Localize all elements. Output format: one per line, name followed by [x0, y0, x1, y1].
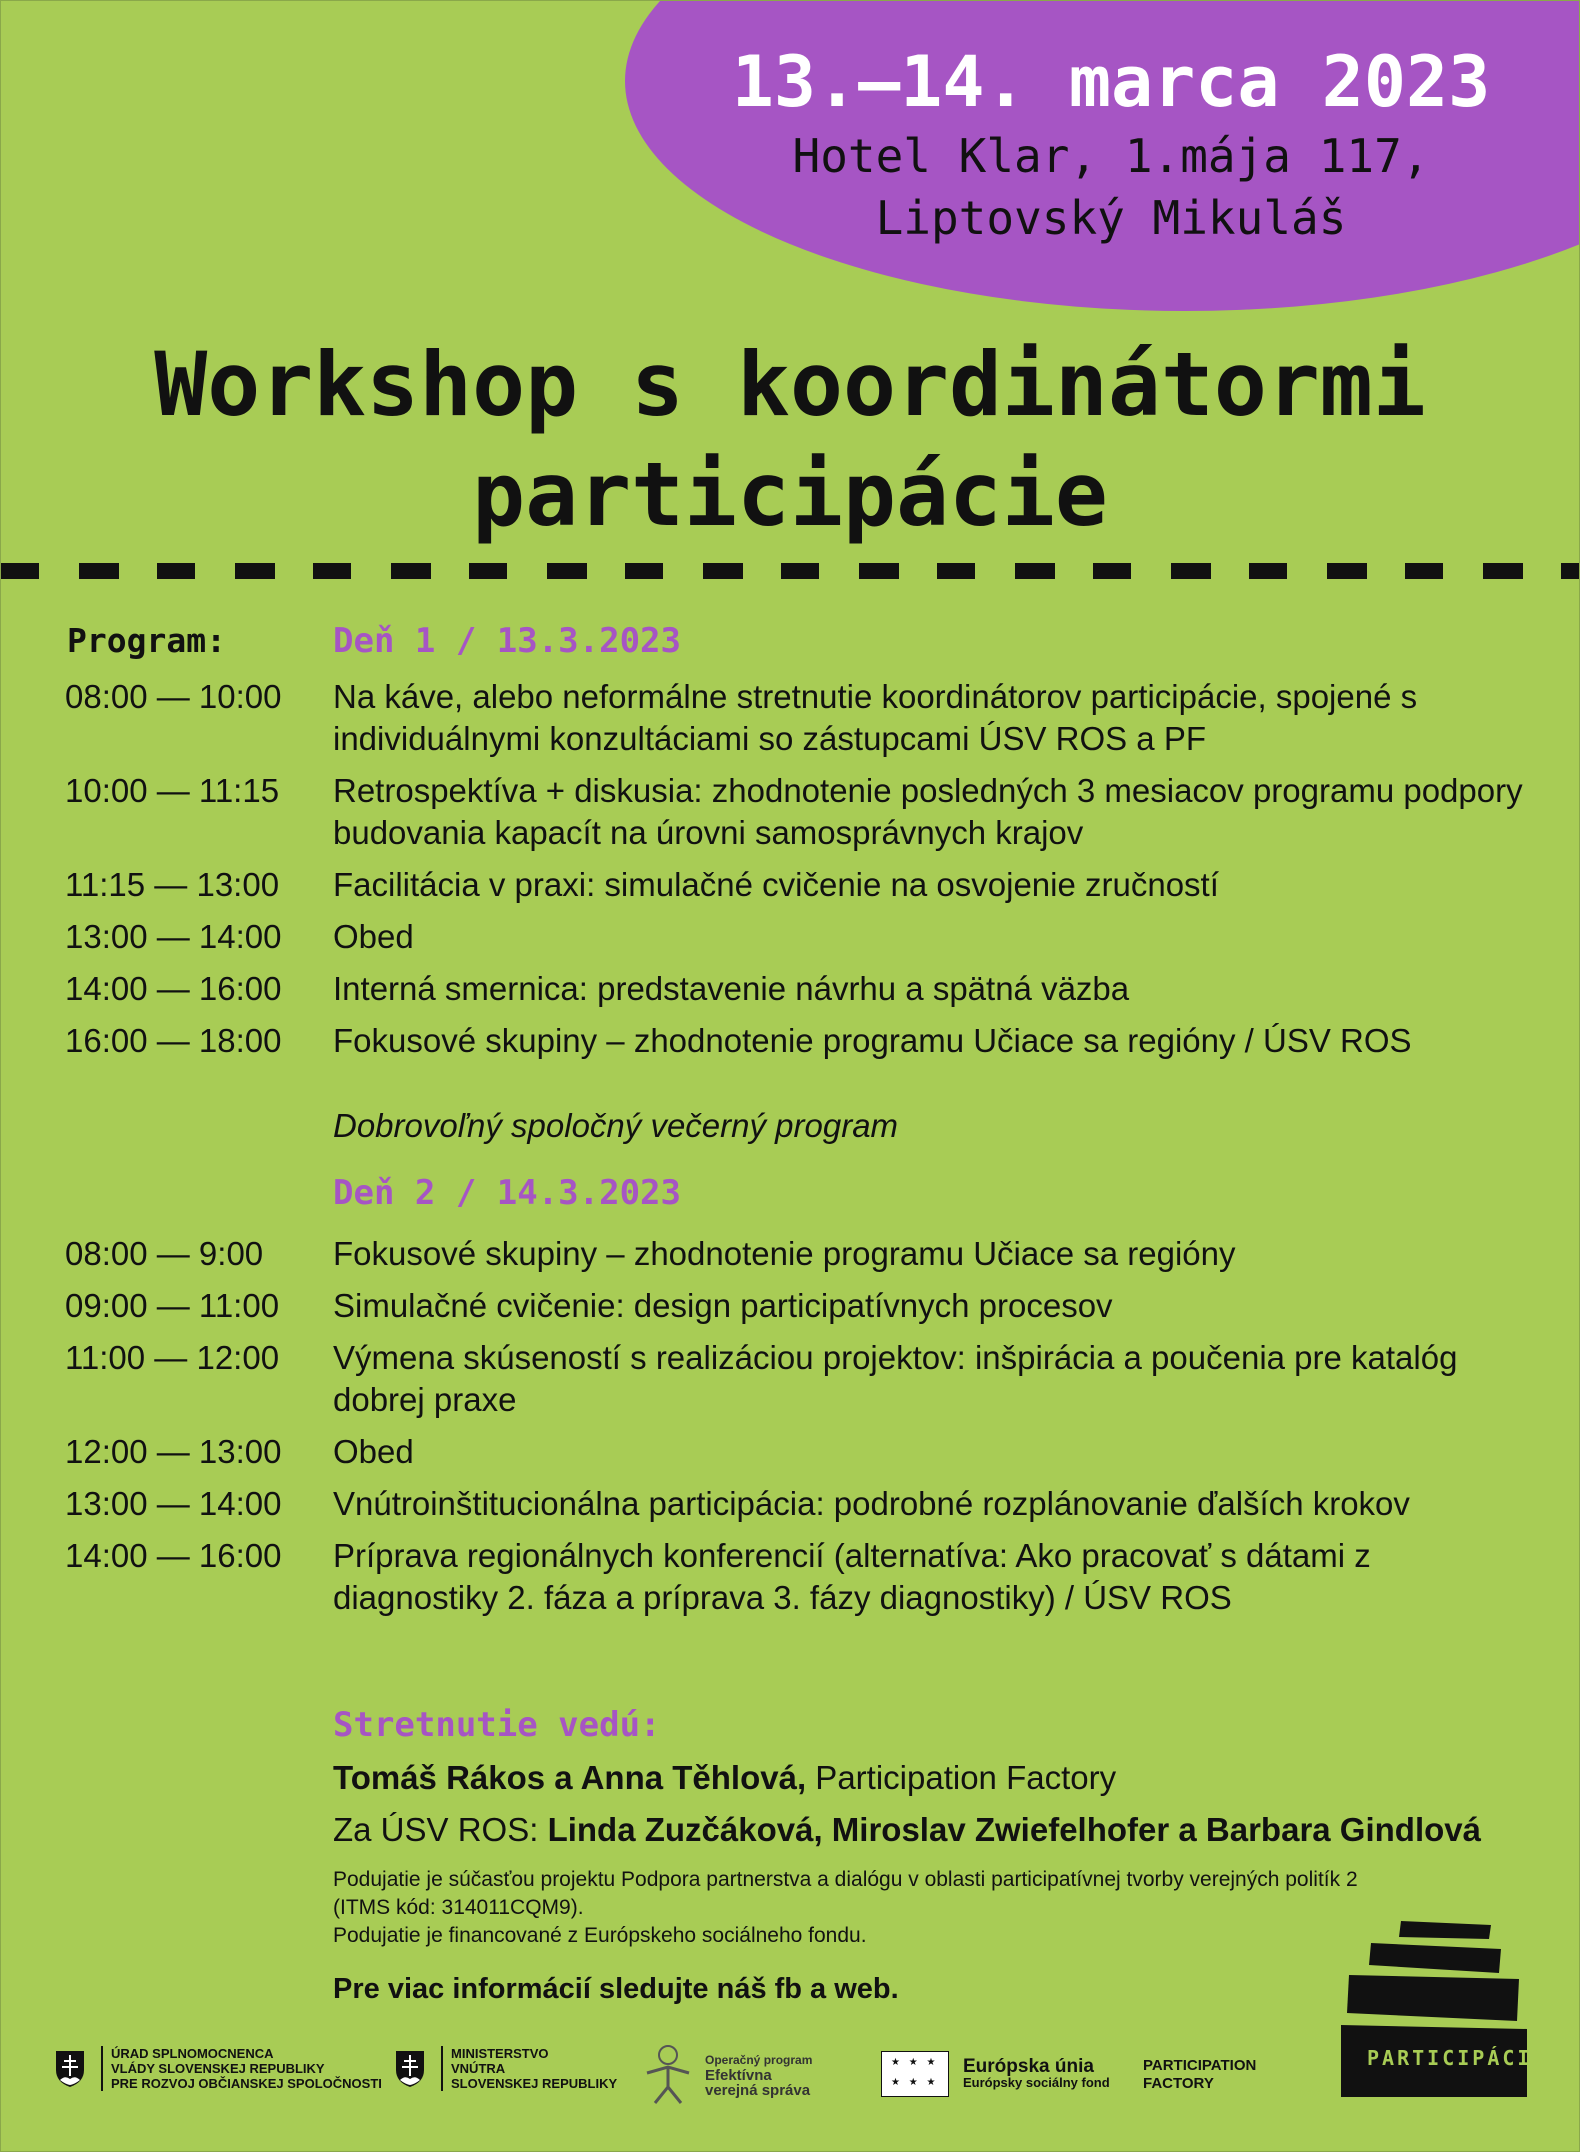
schedule-time: 10:00 — 11:15 — [65, 772, 280, 809]
project-note — [333, 1866, 1393, 1950]
schedule-time: 13:00 — 14:00 — [65, 1485, 282, 1522]
schedule-activity: Výmena skúseností s realizáciou projektov: inšpirácia a poučenia pre katalóg dobrej praxe — [333, 1339, 1458, 1418]
logo-mv-line-3: SLOVENSKEJ REPUBLIKY — [451, 2076, 618, 2091]
logo-uspos-line-3: PRE ROZVOJ OBČIANSKEJ SPOLOČNOSTI — [111, 2076, 382, 2091]
schedule-activity: Obed — [333, 918, 414, 955]
participacia-logo-icon — [1341, 1921, 1527, 2097]
schedule-activity: Fokusové skupiny – zhodnotenie programu Učiace sa regióny — [333, 1235, 1236, 1272]
logo-op-line-3: verejná správa — [705, 2081, 811, 2099]
leaders-line-1 — [333, 1759, 1116, 1797]
logo-eu — [881, 2051, 1110, 2097]
leaders-names-pf: Tomáš Rákos a Anna Těhlová, — [333, 1759, 807, 1796]
schedule-activity: Facilitácia v praxi: simulačné cvičenie na osvojenie zručností — [333, 866, 1219, 903]
program-label: Program: — [67, 621, 226, 660]
slovak-crest-icon — [55, 2050, 85, 2088]
leaders-heading: Stretnutie vedú: — [333, 1705, 661, 1745]
leaders-line-2 — [333, 1811, 1481, 1849]
dashed-divider — [1, 563, 1579, 579]
logo-uspos-line-2: VLÁDY SLOVENSKEJ REPUBLIKY — [111, 2061, 325, 2076]
logo-uspos — [55, 2046, 382, 2091]
title-line-2: participácie — [472, 443, 1108, 546]
schedule-time: 09:00 — 11:00 — [65, 1287, 280, 1324]
logo-op-line-1: Operačný program — [705, 2052, 813, 2067]
eu-flag-icon — [881, 2051, 949, 2097]
schedule-row — [1, 676, 1579, 760]
schedule-activity: Fokusové skupiny – zhodnotenie programu Učiace sa regióny / ÚSV ROS — [333, 1022, 1412, 1059]
logo-op-line-2: Efektívna — [705, 2066, 772, 2084]
schedule-activity: Simulačné cvičenie: design participatívnych procesov — [333, 1287, 1113, 1324]
leaders-org-pf: Participation Factory — [806, 1759, 1117, 1796]
venue-line-2: Liptovský Mikuláš — [875, 191, 1347, 245]
participacia-logo-text: PARTICIPÁCIA — [1367, 2046, 1548, 2070]
day2-heading: Deň 2 / 14.3.2023 — [333, 1173, 681, 1213]
schedule-time: 11:00 — 12:00 — [65, 1339, 280, 1376]
logo-mv-line-1: MINISTERSTVO — [451, 2046, 549, 2061]
schedule-activity: Obed — [333, 1433, 414, 1470]
logo-uspos-line-1: ÚRAD SPLNOMOCNENCA — [111, 2046, 274, 2061]
logo-op-efektivna-sprava — [639, 2043, 812, 2107]
day2-schedule — [1, 1233, 1579, 1629]
schedule-row — [1, 1483, 1579, 1525]
schedule-time: 08:00 — 9:00 — [65, 1235, 264, 1272]
schedule-time: 13:00 — 14:00 — [65, 918, 282, 955]
schedule-time: 14:00 — 16:00 — [65, 1537, 282, 1574]
schedule-time: 08:00 — 10:00 — [65, 678, 282, 715]
day1-heading: Deň 1 / 13.3.2023 — [333, 621, 681, 661]
leaders-prefix-usvros: Za ÚSV ROS: — [333, 1811, 548, 1848]
schedule-activity: Príprava regionálnych konferencií (alternatíva: Ako pracovať s dátami z diagnostiky 2. fáza a príprava 3. fázy diagnostiky) / ÚSV ROS — [333, 1537, 1371, 1616]
schedule-row — [1, 1337, 1579, 1421]
schedule-time: 16:00 — 18:00 — [65, 1022, 282, 1059]
evening-program: Dobrovoľný spoločný večerný program — [333, 1107, 899, 1144]
schedule-time: 12:00 — 13:00 — [65, 1433, 282, 1470]
slovak-crest-icon — [395, 2050, 425, 2088]
schedule-activity: Vnútroinštitucionálna participácia: podrobné rozplánovanie ďalších krokov — [333, 1485, 1410, 1522]
logo-eu-line-1: Európska únia — [963, 2055, 1094, 2077]
schedule-row — [1, 1535, 1579, 1619]
logo-eu-line-2: Európsky sociálny fond — [963, 2074, 1110, 2090]
logo-participation-factory — [1143, 2057, 1256, 2093]
note-line-1: Podujatie je súčasťou projektu Podpora partnerstva a dialógu v oblasti participatívnej tvorby verejných politík 2 (ITMS kód: 314011CQM9). — [333, 1868, 1358, 1919]
more-info-text: Pre viac informácií sledujte náš fb a web. — [333, 1973, 899, 2005]
logo-ministry-interior — [395, 2046, 617, 2091]
schedule-row — [1, 770, 1579, 854]
logo-mv-line-2: VNÚTRA — [451, 2061, 506, 2076]
venue-line-1: Hotel Klar, 1.mája 117, — [792, 129, 1430, 183]
schedule-row — [1, 1020, 1579, 1062]
schedule-activity: Retrospektíva + diskusia: zhodnotenie posledných 3 mesiacov programu podpory budovania kapacít na úrovni samosprávnych krajov — [333, 772, 1523, 851]
event-date: 13.—14. marca 2023 — [731, 41, 1491, 123]
logo-pf-line-1: PARTICIPATION — [1143, 2057, 1257, 2074]
title-line-1: Workshop s koordinátormi — [154, 333, 1426, 436]
schedule-row — [1, 1431, 1579, 1473]
schedule-row — [1, 968, 1579, 1010]
person-icon — [639, 2043, 697, 2107]
schedule-row — [1, 864, 1579, 906]
schedule-time: 14:00 — 16:00 — [65, 970, 282, 1007]
note-line-2: Podujatie je financované z Európskeho sociálneho fondu. — [333, 1924, 867, 1947]
schedule-time: 11:15 — 13:00 — [65, 866, 280, 903]
logo-pf-line-2: FACTORY — [1143, 2075, 1214, 2092]
leaders-names-usvros: Linda Zuzčáková, Miroslav Zwiefelhofer a Barbara Gindlová — [547, 1811, 1481, 1848]
schedule-row — [1, 916, 1579, 958]
schedule-activity: Na káve, alebo neformálne stretnutie koordinátorov participácie, spojené s individuálnymi konzultáciami so zástupcami ÚSV ROS a PF — [333, 678, 1418, 757]
day1-schedule — [1, 676, 1579, 1072]
schedule-row — [1, 1285, 1579, 1327]
schedule-row — [1, 1233, 1579, 1275]
schedule-activity: Interná smernica: predstavenie návrhu a spätná väzba — [333, 970, 1130, 1007]
